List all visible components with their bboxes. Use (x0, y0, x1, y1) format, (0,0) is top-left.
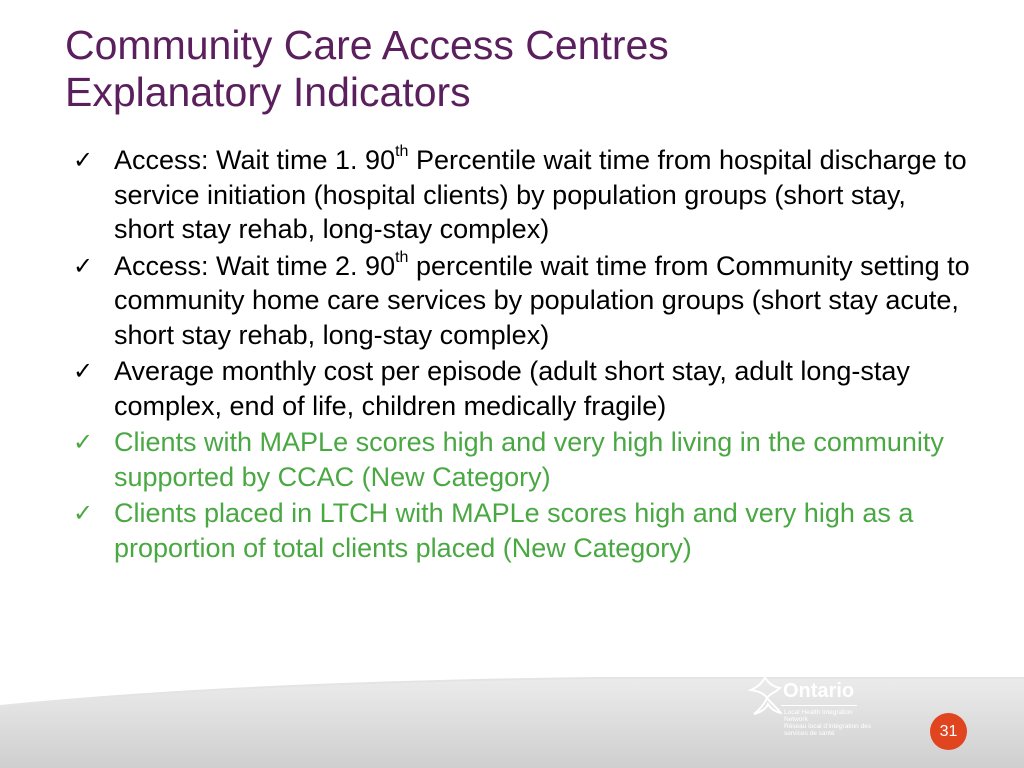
superscript: th (395, 143, 409, 160)
bullet-item (73, 354, 973, 423)
logo-subtitle (784, 709, 874, 737)
check-mark-icon: ✓ (73, 428, 94, 456)
check-mark-icon: ✓ (73, 146, 94, 174)
bullet-text: Average monthly cost per episode (adult short stay, adult long-stay complex, end of life, children medically fragile) (114, 356, 910, 421)
bullet-item (73, 143, 973, 247)
bullet-text-start: Access: Wait time 2. 90 (114, 250, 396, 281)
logo-subtitle-en: Local Health Integration Network (784, 709, 853, 723)
title-line-1: Community Care Access Centres (65, 22, 669, 68)
logo-wordmark: Ontario (783, 680, 855, 702)
page-number-badge: 31 (930, 713, 967, 750)
bullet-text: Clients with MAPLe scores high and very high living in the community supported by CCAC (New Category) (114, 427, 944, 492)
bullet-text-end: Percentile wait time from hospital discharge to service initiation (hospital clients) by population groups (short stay, short stay rehab, long-stay complex) (114, 145, 967, 244)
logo-divider (781, 705, 857, 706)
title-line-2: Explanatory Indicators (65, 69, 471, 115)
bullet-text-end: percentile wait time from Community setting to community home care services by population groups (short stay acute, short stay rehab, long-stay complex) (114, 250, 970, 350)
bullet-item (73, 249, 973, 353)
trillium-icon (748, 674, 782, 718)
bullet-item-new-category (73, 425, 973, 494)
check-mark-icon: ✓ (73, 251, 94, 280)
bullet-text: Clients placed in LTCH with MAPLe scores high and very high as a proportion of total clients placed (New Category) (114, 498, 914, 563)
slide-title (65, 22, 965, 116)
bullet-list (73, 143, 973, 567)
ontario-lhin-logo (748, 672, 878, 752)
logo-subtitle-fr: Réseau local d’intégration des services de santé (784, 723, 872, 737)
check-mark-icon: ✓ (73, 357, 94, 385)
superscript: th (395, 248, 409, 266)
bullet-text-start: Access: Wait time 1. 90 (114, 145, 396, 175)
check-mark-icon: ✓ (73, 499, 94, 527)
bullet-item-new-category (73, 496, 973, 565)
